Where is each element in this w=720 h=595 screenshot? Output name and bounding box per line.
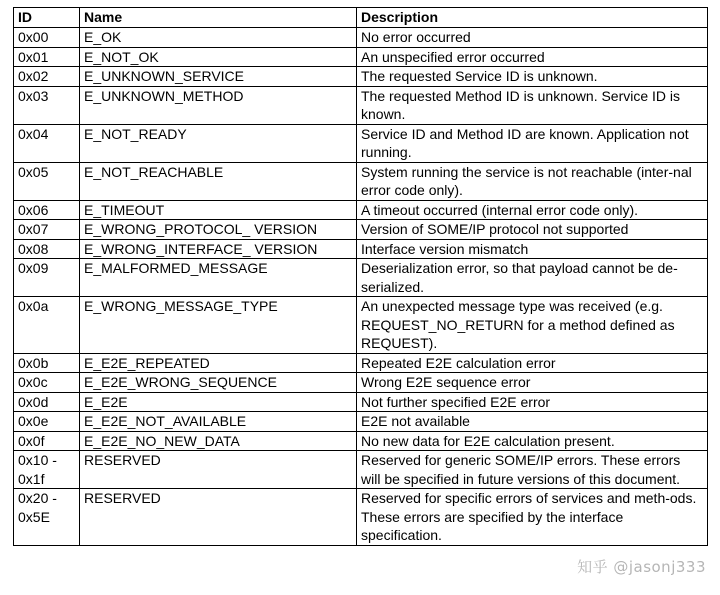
- error-id-cell: 0x0a: [14, 297, 80, 354]
- error-id-cell: 0x01: [14, 47, 80, 67]
- error-id-cell: 0x00: [14, 28, 80, 48]
- error-id-cell: 0x03: [14, 86, 80, 124]
- table-row: [14, 162, 708, 200]
- error-name-cell: E_NOT_OK: [80, 47, 357, 67]
- watermark: 知乎 @jasonj333: [577, 558, 706, 576]
- error-name-cell: E_TIMEOUT: [80, 200, 357, 220]
- error-description-cell: Wrong E2E sequence error: [357, 373, 708, 393]
- error-description-cell: An unexpected message type was received (e.g. REQUEST_NO_RETURN for a method defined as REQUEST).: [357, 297, 708, 354]
- table-row: [14, 392, 708, 412]
- header-row: [14, 8, 708, 28]
- header-description: Description: [357, 8, 708, 28]
- error-description-cell: Interface version mismatch: [357, 239, 708, 259]
- error-description-cell: System running the service is not reachable (inter-nal error code only).: [357, 162, 708, 200]
- error-name-cell: E_E2E_REPEATED: [80, 353, 357, 373]
- table-row: [14, 86, 708, 124]
- table-row: [14, 200, 708, 220]
- error-id-cell: 0x0b: [14, 353, 80, 373]
- error-name-cell: E_WRONG_PROTOCOL_ VERSION: [80, 220, 357, 240]
- table-row: [14, 353, 708, 373]
- error-description-cell: Reserved for specific errors of services and meth-ods. These errors are specified by the interface specification.: [357, 489, 708, 546]
- error-description-cell: Version of SOME/IP protocol not supported: [357, 220, 708, 240]
- table-header: [14, 8, 708, 28]
- error-description-cell: Reserved for generic SOME/IP errors. These errors will be specified in future versions of this document.: [357, 451, 708, 489]
- error-description-cell: No new data for E2E calculation present.: [357, 431, 708, 451]
- table-row: [14, 47, 708, 67]
- error-name-cell: E_OK: [80, 28, 357, 48]
- table-row: [14, 28, 708, 48]
- error-description-cell: A timeout occurred (internal error code only).: [357, 200, 708, 220]
- error-id-cell: 0x0e: [14, 412, 80, 432]
- error-description-cell: E2E not available: [357, 412, 708, 432]
- table-row: [14, 412, 708, 432]
- table-body: [14, 28, 708, 546]
- table-row: [14, 67, 708, 87]
- table-row: [14, 239, 708, 259]
- table-row: [14, 297, 708, 354]
- error-description-cell: No error occurred: [357, 28, 708, 48]
- error-description-cell: Not further specified E2E error: [357, 392, 708, 412]
- header-name: Name: [80, 8, 357, 28]
- error-id-cell: 0x04: [14, 124, 80, 162]
- error-id-cell: 0x0c: [14, 373, 80, 393]
- table-row: [14, 373, 708, 393]
- error-name-cell: E_WRONG_INTERFACE_ VERSION: [80, 239, 357, 259]
- error-id-cell: 0x07: [14, 220, 80, 240]
- error-id-cell: 0x20 - 0x5E: [14, 489, 80, 546]
- error-name-cell: E_UNKNOWN_METHOD: [80, 86, 357, 124]
- error-description-cell: Service ID and Method ID are known. Application not running.: [357, 124, 708, 162]
- error-name-cell: E_E2E_NOT_AVAILABLE: [80, 412, 357, 432]
- error-code-table: [13, 7, 708, 546]
- error-id-cell: 0x0f: [14, 431, 80, 451]
- error-name-cell: RESERVED: [80, 489, 357, 546]
- error-id-cell: 0x10 - 0x1f: [14, 451, 80, 489]
- table-row: [14, 220, 708, 240]
- error-description-cell: An unspecified error occurred: [357, 47, 708, 67]
- error-name-cell: E_E2E: [80, 392, 357, 412]
- error-name-cell: E_NOT_READY: [80, 124, 357, 162]
- error-id-cell: 0x06: [14, 200, 80, 220]
- error-description-cell: The requested Service ID is unknown.: [357, 67, 708, 87]
- error-name-cell: E_E2E_WRONG_SEQUENCE: [80, 373, 357, 393]
- table-row: [14, 259, 708, 297]
- error-name-cell: E_MALFORMED_MESSAGE: [80, 259, 357, 297]
- table-row: [14, 431, 708, 451]
- error-id-cell: 0x05: [14, 162, 80, 200]
- error-name-cell: E_UNKNOWN_SERVICE: [80, 67, 357, 87]
- error-name-cell: RESERVED: [80, 451, 357, 489]
- error-id-cell: 0x08: [14, 239, 80, 259]
- error-id-cell: 0x02: [14, 67, 80, 87]
- error-description-cell: Repeated E2E calculation error: [357, 353, 708, 373]
- error-name-cell: E_NOT_REACHABLE: [80, 162, 357, 200]
- header-id: ID: [14, 8, 80, 28]
- table-row: [14, 489, 708, 546]
- error-id-cell: 0x0d: [14, 392, 80, 412]
- table-row: [14, 124, 708, 162]
- table-row: [14, 451, 708, 489]
- error-name-cell: E_E2E_NO_NEW_DATA: [80, 431, 357, 451]
- error-description-cell: The requested Method ID is unknown. Service ID is known.: [357, 86, 708, 124]
- error-name-cell: E_WRONG_MESSAGE_TYPE: [80, 297, 357, 354]
- error-id-cell: 0x09: [14, 259, 80, 297]
- error-description-cell: Deserialization error, so that payload cannot be de-serialized.: [357, 259, 708, 297]
